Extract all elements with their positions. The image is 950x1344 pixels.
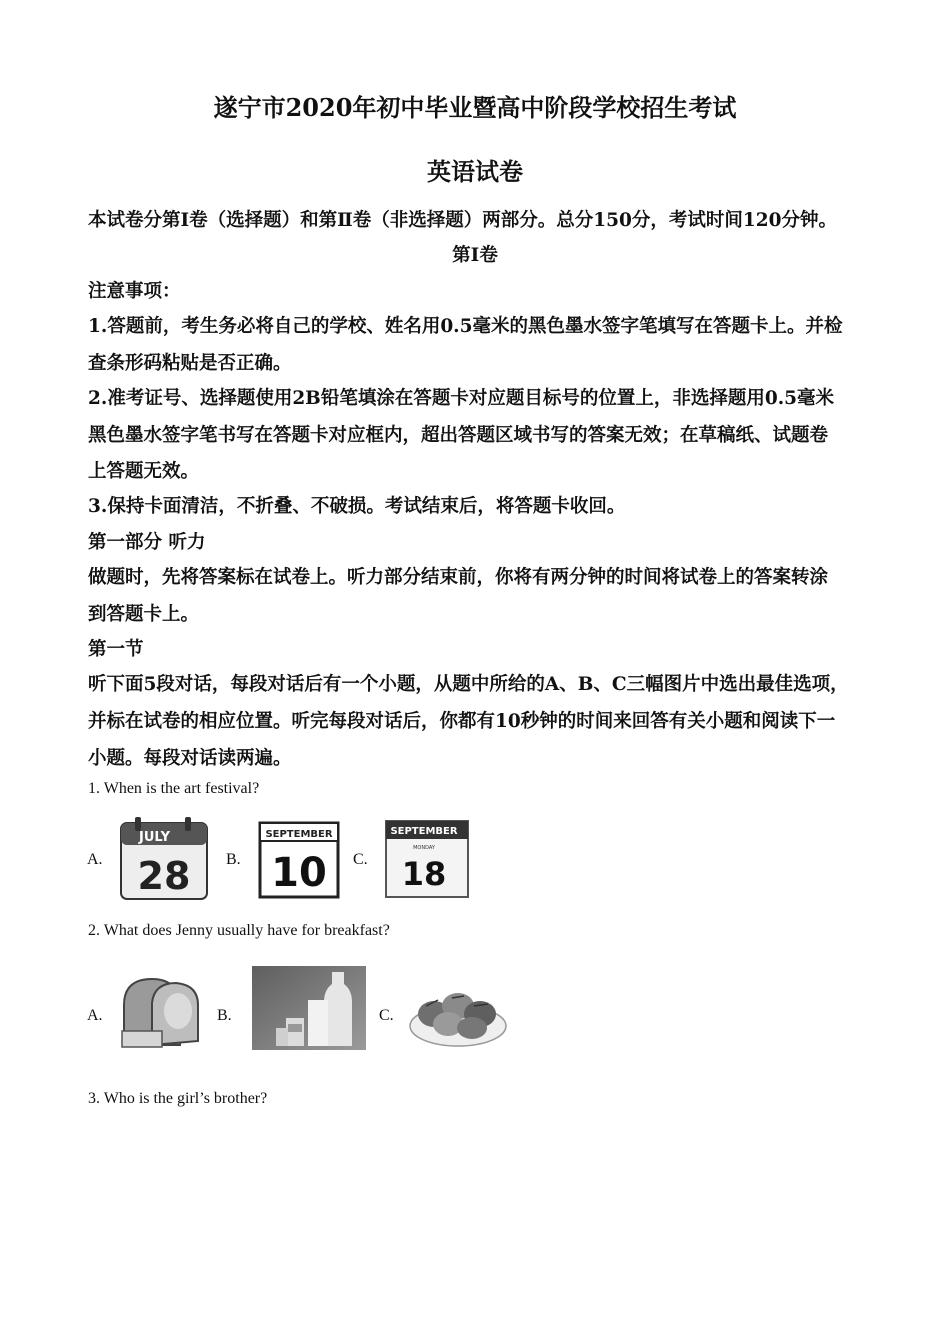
q2-option-b-label: B.	[217, 1007, 232, 1024]
calendar-c-weekday: MONDAY	[413, 845, 435, 851]
note-2-line-2: 黑色墨水签字笔书写在答题卡对应框内，超出答题区域书写的答案无效；在草稿纸、试题卷	[88, 425, 829, 446]
section1-instr-line-3: 小题。每段对话读两遍。	[88, 748, 292, 769]
question-2: 2. What does Jenny usually have for breakfast?	[88, 922, 390, 939]
note-3: 3.保持卡面清洁，不折叠、不破损。考试结束后，将答题卡收回。	[88, 496, 626, 517]
milk-bottles-icon	[252, 966, 366, 1050]
part1-instr-line-1: 做题时，先将答案标在试卷上。听力部分结束前，你将有两分钟的时间将试卷上的答案转涂	[88, 567, 829, 588]
calendar-a-month: JULY	[139, 830, 171, 845]
part1-heading: 第一部分 听力	[88, 532, 206, 553]
calendar-c-month: SEPTEMBER	[390, 826, 458, 837]
note-1-line-1: 1.答题前，考生务必将自己的学校、姓名用0.5毫米的黑色墨水签字笔填写在答题卡上。并检	[88, 316, 843, 337]
note-1-line-2: 查条形码粘贴是否正确。	[88, 353, 292, 374]
part1-instr-line-2: 到答题卡上。	[88, 604, 200, 625]
calendar-c-day: 18	[401, 855, 447, 893]
q1-option-b-label: B.	[226, 851, 241, 868]
notes-heading: 注意事项：	[88, 281, 181, 302]
calendar-september-10-icon	[257, 820, 341, 900]
dumplings-icon	[408, 976, 508, 1048]
volume-label: 第Ⅰ卷	[452, 245, 498, 266]
q1-option-a-label: A.	[87, 851, 103, 868]
calendar-b-month: SEPTEMBER	[265, 829, 333, 840]
note-2-line-1: 2.准考证号、选择题使用2B铅笔填涂在答题卡对应题目标号的位置上，非选择题用0.5毫米	[88, 388, 835, 409]
q1-option-c-label: C.	[353, 851, 368, 868]
intro-text: 本试卷分第Ⅰ卷（选择题）和第Ⅱ卷（非选择题）两部分。总分150分，考试时间120分钟。	[88, 210, 837, 231]
note-2-line-3: 上答题无效。	[88, 461, 200, 482]
question-3: 3. Who is the girl’s brother?	[88, 1090, 268, 1107]
calendar-september-18-icon	[384, 819, 470, 899]
q2-option-c-label: C.	[379, 1007, 394, 1024]
question-1: 1. When is the art festival?	[88, 780, 260, 797]
calendar-a-day: 28	[137, 854, 191, 898]
q2-option-a-label: A.	[87, 1007, 103, 1024]
exam-subtitle: 英语试卷	[427, 157, 523, 186]
bread-icon	[118, 975, 202, 1049]
calendar-july-28-icon	[119, 817, 209, 901]
exam-title: 遂宁市2020年初中毕业暨高中阶段学校招生考试	[213, 93, 737, 122]
section1-instr-line-2: 并标在试卷的相应位置。听完每段对话后，你都有10秒钟的时间来回答有关小题和阅读下一	[88, 711, 836, 732]
section1-instr-line-1: 听下面5段对话，每段对话后有一个小题，从题中所给的A、B、C三幅图片中选出最佳选项，	[88, 674, 849, 695]
section1-heading: 第一节	[88, 639, 144, 660]
calendar-b-day: 10	[271, 850, 327, 896]
